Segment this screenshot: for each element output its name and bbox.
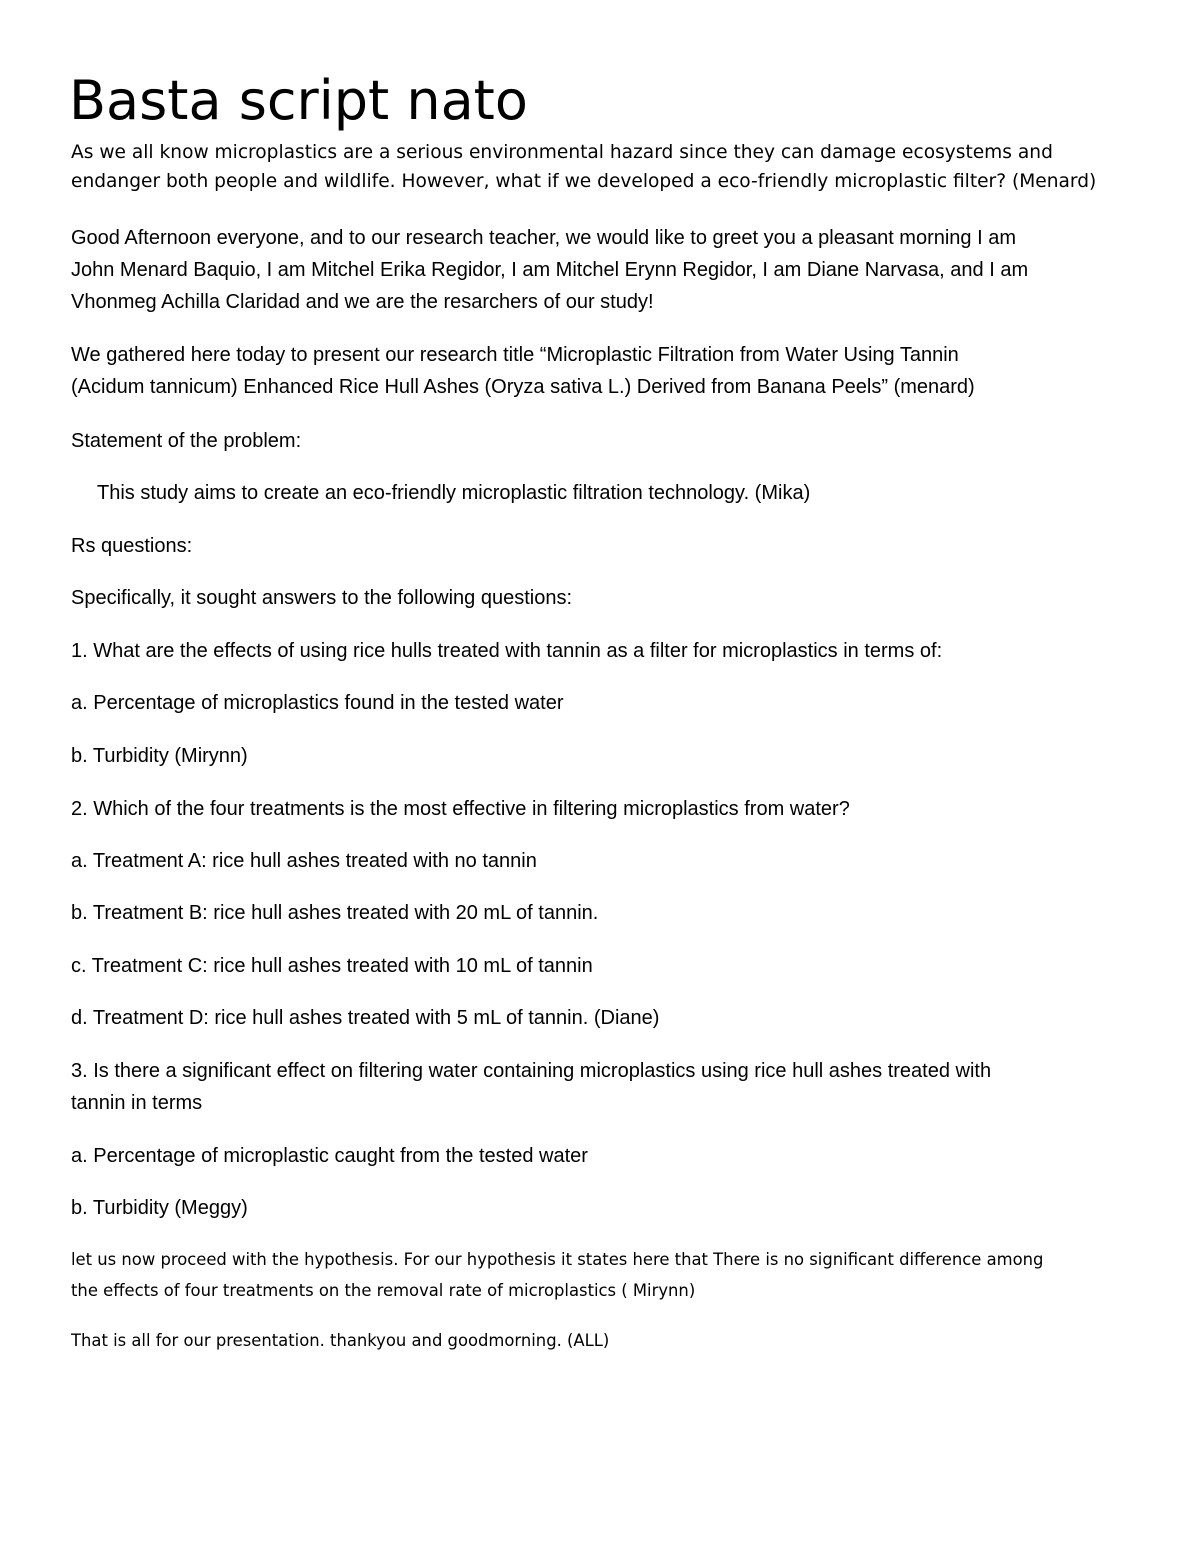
question-1b: b. Turbidity (Mirynn) xyxy=(71,745,248,767)
question-2d: d. Treatment D: rice hull ashes treated with 5 mL of tannin. (Diane) xyxy=(71,1007,660,1029)
statement-heading: Statement of the problem: xyxy=(71,430,302,452)
specifically-text: Specifically, it sought answers to the following questions: xyxy=(71,587,573,609)
question-2b: b. Treatment B: rice hull ashes treated with 20 mL of tannin. xyxy=(71,902,599,924)
greeting-line: John Menard Baquio, I am Mitchel Erika Regidor, I am Mitchel Erynn Regidor, I am Diane Narvasa, and I am xyxy=(71,259,1029,281)
research-title-line: We gathered here today to present our research title “Microplastic Filtration from Water Using Tannin xyxy=(71,344,959,366)
rs-questions-heading: Rs questions: xyxy=(71,535,193,557)
hypothesis-line: let us now proceed with the hypothesis. For our hypothesis it states here that There is no significant difference among xyxy=(71,1250,1044,1269)
question-3 xyxy=(71,1055,1141,1119)
greeting-line: Vhonmeg Achilla Claridad and we are the resarchers of our study! xyxy=(71,291,654,313)
statement-text: This study aims to create an eco-friendly microplastic filtration technology. (Mika) xyxy=(97,482,811,504)
research-title-line: (Acidum tannicum) Enhanced Rice Hull Ashes (Oryza sativa L.) Derived from Banana Peels” (menard) xyxy=(71,376,975,398)
intro-line: As we all know microplastics are a serious environmental hazard since they can damage ecosystems and xyxy=(71,142,1053,163)
intro-paragraph xyxy=(71,138,1141,196)
question-3b: b. Turbidity (Meggy) xyxy=(71,1197,248,1219)
question-2c: c. Treatment C: rice hull ashes treated with 10 mL of tannin xyxy=(71,955,593,977)
question-3-line: 3. Is there a significant effect on filtering water containing microplastics using rice hull ashes treated with xyxy=(71,1060,992,1082)
greeting-paragraph xyxy=(71,222,1141,318)
hypothesis-paragraph xyxy=(71,1244,1151,1306)
greeting-line: Good Afternoon everyone, and to our research teacher, we would like to greet you a pleasant morning I am xyxy=(71,227,1017,249)
question-3-line: tannin in terms xyxy=(71,1092,203,1114)
question-2: 2. Which of the four treatments is the most effective in filtering microplastics from water? xyxy=(71,798,850,820)
hypothesis-line: the effects of four treatments on the removal rate of microplastics ( Mirynn) xyxy=(71,1281,696,1300)
question-3a: a. Percentage of microplastic caught from the tested water xyxy=(71,1145,588,1167)
research-title-paragraph xyxy=(71,339,1141,403)
intro-line: endanger both people and wildlife. However, what if we developed a eco-friendly microplastic filter? (Menard) xyxy=(71,171,1097,192)
closing-text: That is all for our presentation. thankyou and goodmorning. (ALL) xyxy=(71,1331,610,1350)
document-title: Basta script nato xyxy=(69,69,528,132)
question-1: 1. What are the effects of using rice hulls treated with tannin as a filter for microplastics in terms of: xyxy=(71,640,943,662)
question-1a: a. Percentage of microplastics found in the tested water xyxy=(71,692,564,714)
question-2a: a. Treatment A: rice hull ashes treated with no tannin xyxy=(71,850,537,872)
